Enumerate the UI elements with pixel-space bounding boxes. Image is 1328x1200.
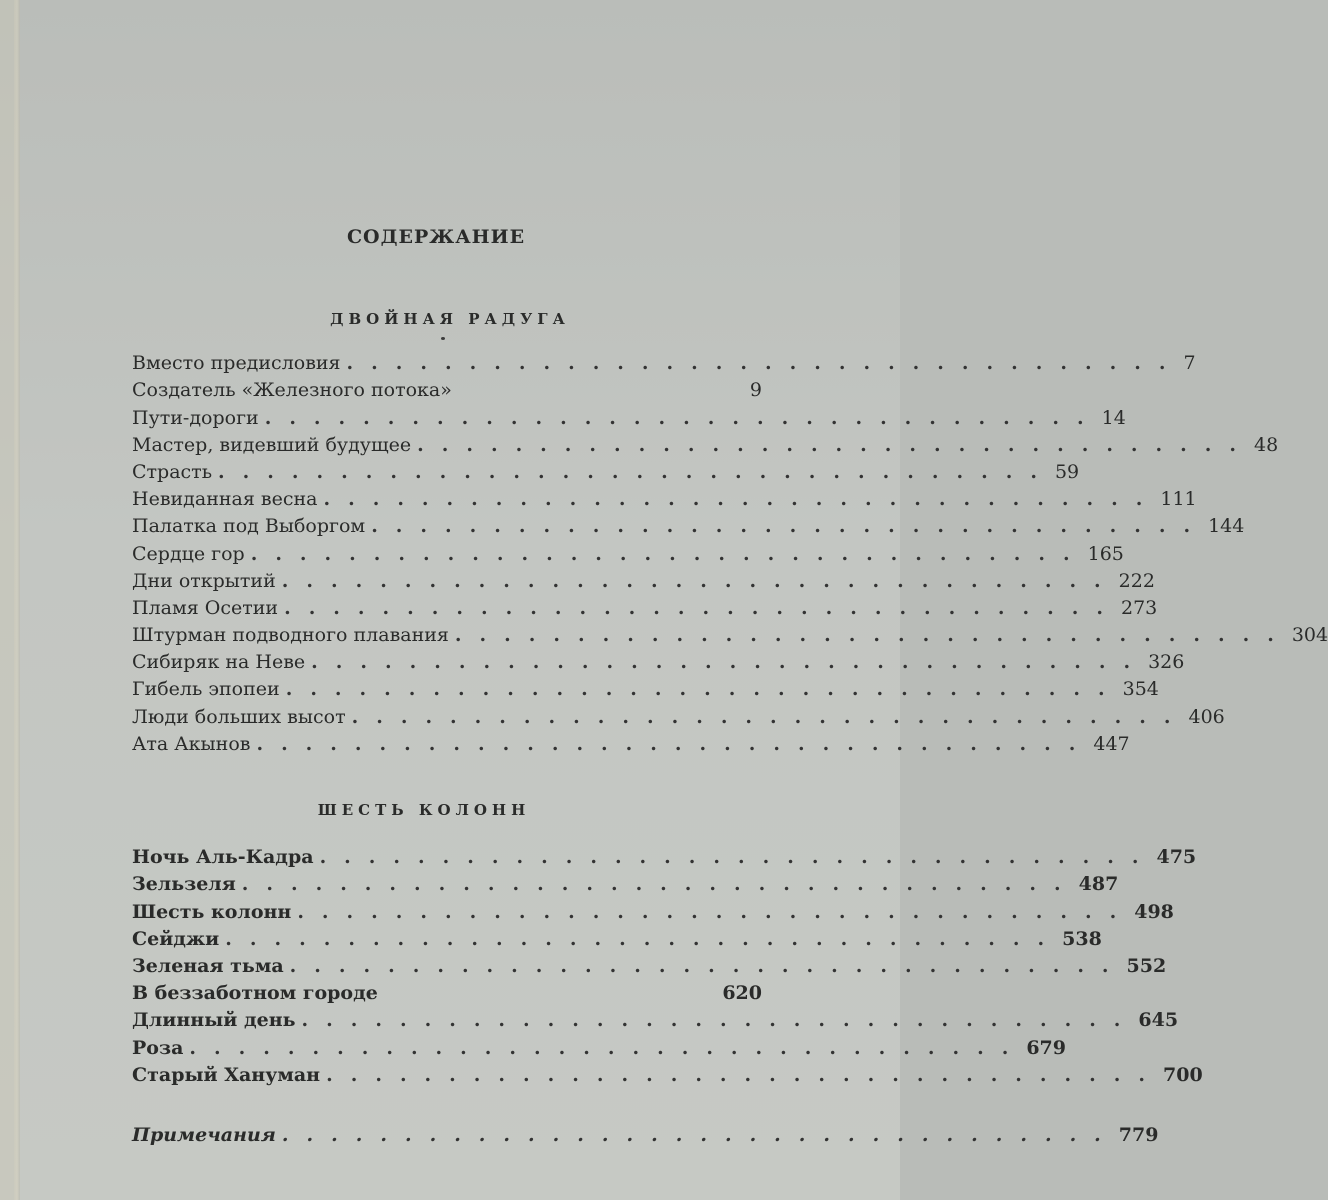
toc-entry (132, 896, 1174, 923)
toc-entry-page: 326 (1148, 651, 1185, 674)
toc-entry-title: В беззаботном городе (132, 982, 378, 1005)
toc-entry-title: Ата Акынов (132, 732, 251, 755)
toc-entry-title: Пути-дороги (132, 406, 259, 429)
toc-entry-page: 304 (1291, 624, 1328, 647)
toc-entry-title: Дни открытий (132, 569, 276, 592)
toc-entry-title: Гибель эпопеи (132, 678, 280, 701)
toc-entry-page: 48 (1254, 433, 1279, 456)
leader-dots: .................................. (346, 352, 1184, 375)
leader-dots: .................................. (301, 1009, 1139, 1032)
toc-entry (132, 647, 1185, 674)
leader-dots: .................................. (297, 900, 1135, 923)
toc-entry-page: 679 (1026, 1036, 1066, 1059)
toc-entry-title: Сердце гор (132, 542, 245, 565)
toc-entry (132, 430, 1279, 457)
toc-entry-title: Штурман подводного плавания (132, 624, 449, 647)
leader-dots: .................................. (289, 954, 1127, 977)
toc-entry (132, 566, 1155, 593)
toc-entry (132, 348, 1196, 375)
toc-entry (132, 1032, 1066, 1059)
toc-entry (132, 538, 1124, 565)
toc-entry-title: Сейджи (132, 927, 220, 950)
toc-entry-page: 538 (1062, 927, 1102, 950)
leader-dots: .................................. (285, 678, 1123, 701)
leader-dots: .................................. (417, 433, 1255, 456)
toc-entry-page: 552 (1126, 954, 1167, 977)
toc-entry-page: 111 (1160, 488, 1197, 511)
part2-toc-list (132, 842, 1203, 1087)
toc-entry (132, 511, 1245, 538)
contents-heading: СОДЕРЖАНИЕ (346, 226, 526, 248)
toc-entry (132, 457, 1080, 484)
toc-entry-title: Создатель «Железного потока» (132, 379, 452, 402)
toc-entry-title: Длинный день (132, 1009, 296, 1032)
leader-dots: .................................. (454, 624, 1292, 647)
toc-entry-page: 779 (1118, 1124, 1159, 1147)
toc-entry (132, 1005, 1179, 1032)
leader-dots: .................................. (323, 488, 1161, 511)
part1-toc-list (132, 348, 1328, 756)
leader-dots: .................................. (371, 515, 1209, 538)
toc-entry-page: 645 (1138, 1009, 1179, 1032)
leader-dots: .................................. (189, 1036, 1027, 1059)
toc-entry-title: Страсть (132, 460, 213, 483)
toc-entry-page: 222 (1118, 569, 1155, 592)
toc-entry (132, 701, 1225, 728)
toc-entry-page: 700 (1163, 1063, 1203, 1086)
toc-entry (132, 1060, 1203, 1087)
toc-entry (132, 484, 1197, 511)
toc-entry-page: 59 (1054, 460, 1080, 483)
toc-entry (132, 978, 762, 1005)
leader-dots: .................................. (319, 846, 1157, 869)
toc-entry (132, 842, 1197, 869)
toc-entry-title: Палатка под Выборгом (132, 515, 366, 538)
toc-entry-title: Невиданная весна (132, 488, 318, 511)
leader-dots: .................................. (281, 1124, 1119, 1147)
toc-entry-title: Зеленая тьма (132, 954, 284, 977)
toc-entry-title: Ночь Аль-Кадра (132, 846, 314, 869)
leader-dots: .................................. (351, 705, 1189, 728)
toc-entry-title: Старый Хануман (132, 1063, 321, 1086)
part2-title: ШЕСТЬ КОЛОНН (317, 801, 531, 819)
leader-dots: .................................. (218, 460, 1055, 483)
notes-toc-list (132, 1120, 1159, 1147)
toc-entry-page: 487 (1078, 873, 1119, 896)
toc-entry-title: Вместо предисловия (132, 352, 341, 375)
toc-entry-page: 165 (1087, 542, 1124, 565)
page-edge-highlight (14, 0, 20, 1200)
toc-entry-page: 354 (1122, 678, 1159, 701)
toc-entry-title: Шесть колонн (132, 900, 292, 923)
toc-entry-page: 273 (1120, 596, 1158, 619)
toc-entry-title: Роза (132, 1036, 184, 1059)
leader-dots: .................................. (256, 732, 1094, 755)
toc-entry (132, 869, 1119, 896)
toc-entry-title: Зельзеля (132, 873, 236, 896)
toc-entry (132, 402, 1126, 429)
toc-entry-page: 406 (1188, 705, 1225, 728)
leader-dots: .................................. (326, 1063, 1163, 1086)
toc-entry-title: Сибиряк на Неве (132, 651, 306, 674)
toc-entry (132, 620, 1328, 647)
leader-dots: .................................. (284, 596, 1121, 619)
toc-entry-page: 620 (722, 982, 762, 1005)
toc-entry (132, 674, 1159, 701)
leader-dots: .................................. (264, 406, 1102, 429)
toc-entry-notes (132, 1120, 1159, 1147)
part1-title: ДВОЙНАЯ РАДУГА (330, 310, 570, 328)
toc-entry (132, 593, 1158, 620)
leader-dots: .................................. (241, 873, 1079, 896)
leader-dots: .................................. (281, 569, 1119, 592)
toc-entry-page: 475 (1156, 846, 1197, 869)
leader-dots: .................................. (311, 651, 1149, 674)
toc-entry-page: 144 (1208, 515, 1245, 538)
toc-entry (132, 375, 762, 402)
toc-entry (132, 924, 1102, 951)
page-edge (0, 0, 14, 1200)
toc-entry-page: 7 (1183, 352, 1196, 375)
toc-entry-page: 14 (1101, 406, 1126, 429)
toc-entry-title: Пламя Осетии (132, 596, 279, 619)
toc-entry-page: 9 (749, 379, 762, 402)
toc-entry-title: Люди больших высот (132, 705, 346, 728)
leader-dots: .................................. (225, 927, 1063, 950)
leader-dots: .................................. (250, 542, 1088, 565)
toc-entry (132, 729, 1130, 756)
toc-entry-title: Примечания (132, 1124, 276, 1147)
toc-entry-page: 447 (1093, 732, 1130, 755)
toc-entry (132, 951, 1167, 978)
toc-entry-page: 498 (1134, 900, 1174, 923)
toc-entry-title: Мастер, видевший будущее (132, 433, 412, 456)
print-mark (441, 337, 445, 340)
